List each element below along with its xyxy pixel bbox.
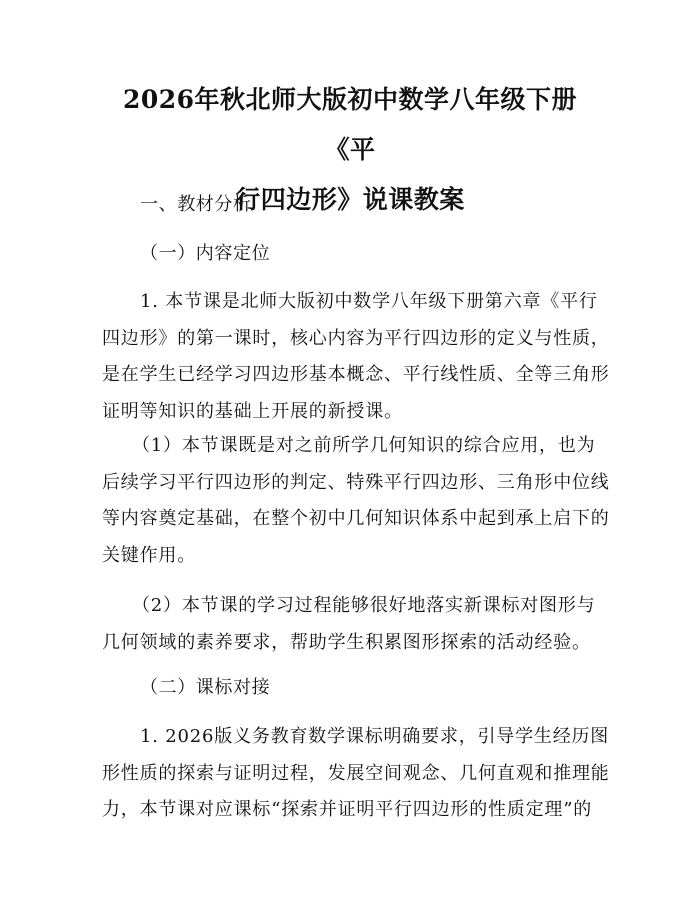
paragraph-line: 形性质的探索与证明过程，发展空间观念、几何直观和推理能	[102, 762, 610, 784]
paragraph-line: 1. 本节课是北师大版初中数学八年级下册第六章《平行	[140, 291, 598, 312]
paragraph-3	[102, 588, 598, 661]
paragraph-line: 力，本节课对应课标“探索并证明平行四边形的性质定理”的	[102, 799, 593, 820]
paragraph-line: 几何领域的素养要求，帮助学生积累图形探索的活动经验。	[102, 631, 591, 653]
subsection-heading-content-positioning: （一）内容定位	[140, 243, 271, 264]
subsection-heading-curriculum-alignment: （二）课标对接	[140, 677, 271, 698]
paragraph-line: 是在学生已经学习四边形基本概念、平行线性质、全等三角形	[102, 364, 610, 385]
paragraph-1	[102, 284, 610, 430]
paragraph-2	[102, 428, 610, 574]
paragraph-line: 1. 2026版义务教育数学课标明确要求，引导学生经历图	[140, 726, 610, 747]
paragraph-line: 关键作用。	[102, 544, 196, 566]
paragraph-line: 证明等知识的基础上开展的新授课。	[102, 400, 403, 422]
paragraph-line: 等内容奠定基础，在整个初中几何知识体系中起到承上启下的	[102, 508, 610, 529]
section-heading-textbook-analysis: 一、教材分析	[140, 194, 252, 215]
paragraph-line: （2）本节课的学习过程能够很好地落实新课标对图形与	[132, 595, 596, 616]
paragraph-4	[102, 719, 610, 829]
title-line: 行四边形》说课教案	[235, 185, 465, 214]
title-line: 2026年秋北师大版初中数学八年级下册《平	[122, 85, 578, 164]
paragraph-line: 四边形》的第一课时，核心内容为平行四边形的定义与性质，	[102, 327, 610, 349]
paragraph-line: 后续学习平行四边形的判定、特殊平行四边形、三角形中位线	[102, 471, 610, 493]
paragraph-line: （1）本节课既是对之前所学几何知识的综合应用，也为	[132, 435, 596, 456]
